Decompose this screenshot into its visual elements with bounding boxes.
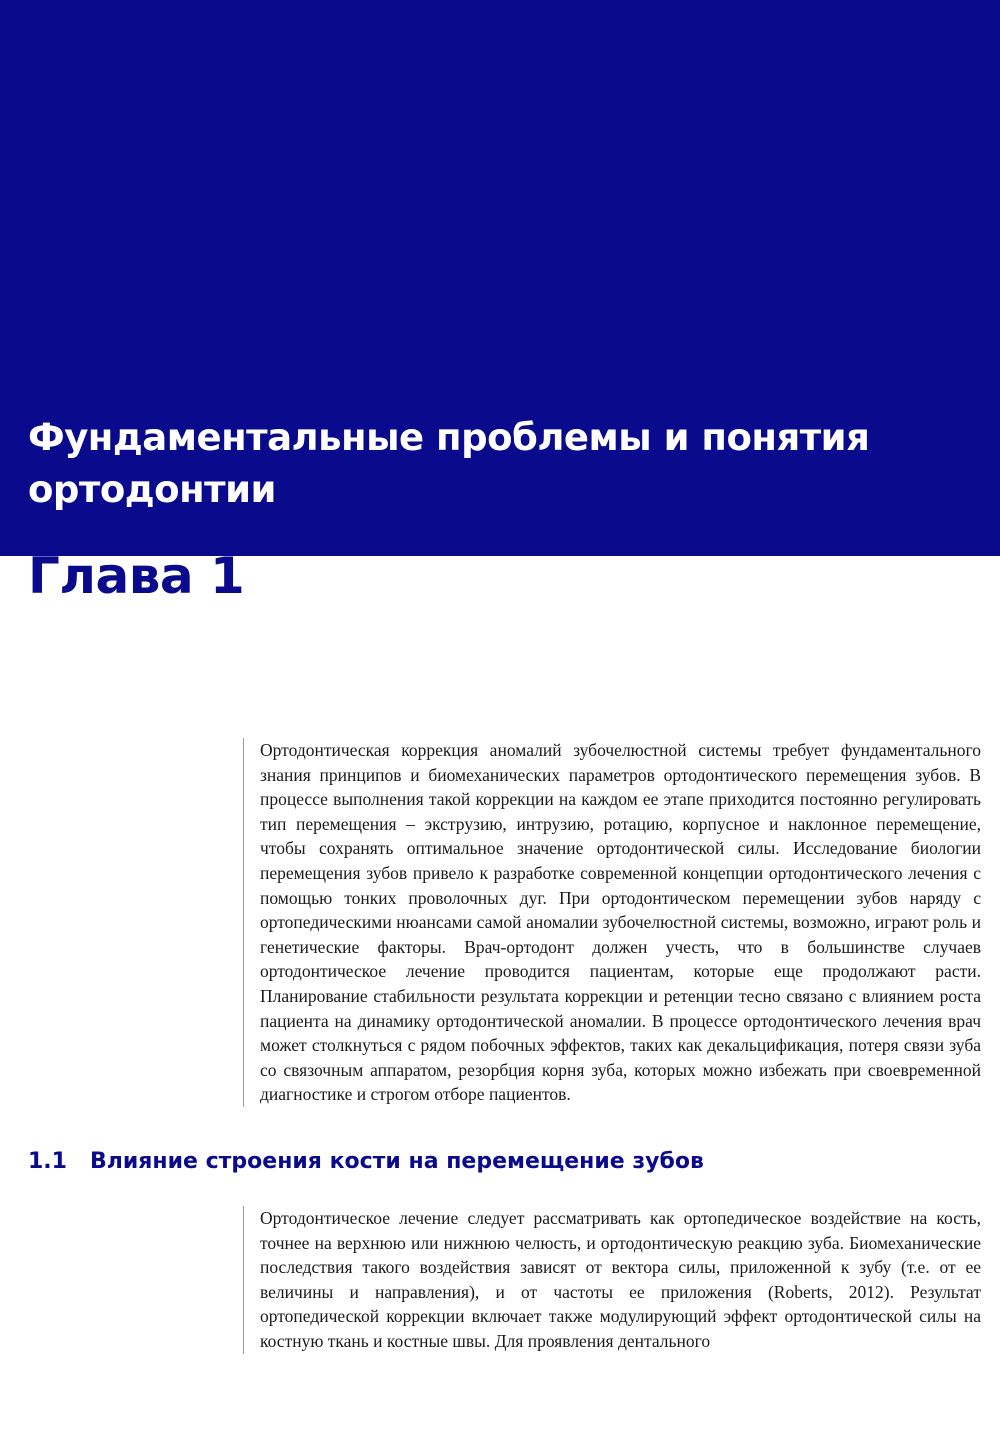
section-title: Влияние строения кости на перемещение зубов bbox=[90, 1149, 704, 1174]
intro-paragraph: Ортодонтическая коррекция аномалий зубочелюстной системы требует фундаментального знания принципов и биомеханических параметров ортодонтического перемещения зубов. В процессе выполнения такой коррекции на каждом ее этапе приходится постоянно регулировать тип перемещения – экструзию, интрузию, ротацию, корпусное и наклонное перемещение, чтобы сохранять оптимальное значение ортодонтической силы. Исследование биологии перемещения зубов привело к разработке современной концепции ортодонтического лечения с помощью тонких проволочных дуг. При ортодонтическом перемещении зубов наряду с ортопедическими нюансами самой аномалии зубочелюстной системы, возможно, играют роль и генетические факторы. Врач-ортодонт должен учесть, что в большинстве случаев ортодонтическое лечение проводится пациентам, которые еще продолжают расти. Планирование стабильности результата коррекции и ретенции тесно связано с влиянием роста пациента на динамику ортодонтической аномалии. В процессе ортодонтического лечения врач может столкнуться с рядом побочных эффектов, таких как декальцификация, потеря связи зуба со связочным аппаратом, резорбция корня зуба, которых можно избежать при своевременной диагностике и строгом отборе пациентов. bbox=[260, 740, 981, 1105]
intro-block bbox=[243, 738, 981, 1107]
section-heading bbox=[28, 1147, 704, 1177]
section-number: 1.1 bbox=[28, 1149, 67, 1174]
section-paragraph: Ортодонтическое лечение следует рассматривать как ортопедическое воздействие на кость, точнее на верхнюю или нижнюю челюсть, и ортодонтическую реакцию зуба. Биомеханические последствия такого воздействия зависят от вектора силы, приложенной к зубу (т.е. от ее величины и направления), и от частоты ее приложения (Roberts, 2012). Результат ортопедической коррекции включает также модулирующий эффект ортодонтической силы на костную ткань и костные швы. Для проявления дентального bbox=[260, 1208, 981, 1351]
section-body-block bbox=[243, 1206, 981, 1354]
chapter-title: Фундаментальные проблемы и понятия ортодонтии bbox=[28, 416, 870, 511]
chapter-label: Глава 1 bbox=[28, 547, 245, 605]
